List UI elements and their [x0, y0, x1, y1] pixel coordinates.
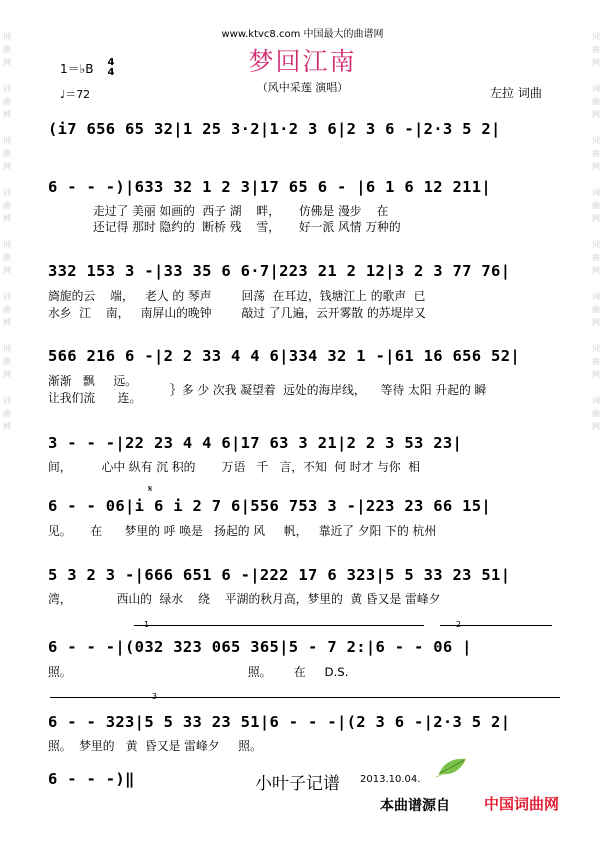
lyric-verse-1: 渐渐 飘 远。 [48, 374, 137, 388]
composer-credit: 左拉 词曲 [490, 86, 542, 100]
notation-line: (i7 656 65 32|1 25 3·2|1·2 3 6|2 3 6 -|2·3 5 2| [48, 120, 501, 138]
tempo-marking: ♩＝72 [60, 88, 91, 101]
footer-site-link[interactable]: 中国词曲网 [484, 795, 560, 813]
notation-line: 6 - - -|(032 323 065 365|5 - 7 2:|6 - - 06 | [48, 638, 472, 656]
scribe-signature: 小叶子记谱 [255, 774, 340, 794]
lyric-verse-2: 水乡 江 南， 南屏山的晚钟 敲过 了几遍，云开雾散 的苏堤岸又 [48, 306, 426, 320]
notation-line: 5 3 2 3 -|666 651 6 -|222 17 6 323|5 5 33 23 51| [48, 566, 511, 584]
time-signature-bottom: 4 [107, 67, 115, 78]
notation-line: 6 - - 06|i 6 i 2 7 6|556 753 3 -|223 23 66 15| [48, 497, 492, 515]
volta-number-2: 2 [456, 620, 462, 629]
notation-line: 566 216 6 -|2 2 33 4 4 6|334 32 1 -|61 16 656 52| [48, 347, 520, 365]
source-header [0, 25, 605, 40]
lyric-verse-1: 走过了 美丽 如画的 西子 湖 畔， 仿佛是 漫步 在 [48, 204, 389, 218]
side-watermark-right: 词 曲 网 词 曲 网 词 曲 网 词 曲 网 词 曲 网 词 曲 网 词 曲 网 词 曲 网 [592, 32, 600, 431]
volta-bracket-3 [50, 697, 560, 698]
time-signature-top: 4 [107, 57, 115, 68]
score-row-5 [48, 434, 560, 474]
key-signature: 1＝♭B [60, 62, 94, 76]
footer-source-label: 本曲谱源自 [380, 798, 450, 814]
notation-line: 6 - - -)|633 32 1 2 3|17 65 6 - |6 1 6 12 211| [48, 178, 492, 196]
volta-number-1: 1 [144, 620, 150, 629]
score-row-2 [48, 178, 560, 234]
site-url[interactable]: www.ktvc8.com [221, 29, 301, 40]
lyric-verse-1: 照。 梦里的 黄 昏又是 雷峰夕 照。 [48, 739, 262, 753]
score-row-8 [48, 638, 560, 679]
leaf-icon [436, 756, 468, 778]
score-row-4 [48, 347, 560, 405]
side-watermark-left: 词 曲 网 词 曲 网 词 曲 网 词 曲 网 词 曲 网 词 曲 网 词 曲 网 词 曲 网 [3, 32, 11, 431]
song-title: 梦回江南 [248, 47, 357, 76]
singer-credit: （风中采莲 演唱） [256, 81, 349, 94]
score-row-6 [48, 497, 560, 538]
score-row-3 [48, 262, 560, 320]
lyric-chorus: ｝多 少 次我 凝望着 远处的海岸线， 等待 太阳 升起的 瞬 [170, 383, 487, 397]
lyric-verse-2: 让我们流 连。 [48, 391, 142, 405]
lyric-verse-1: 照。 照。 在 D.S. [48, 665, 349, 679]
lyric-verse-2: 还记得 那时 隐约的 断桥 残 雪， 好一派 风情 万种的 [48, 220, 401, 234]
notation-line: 332 153 3 -|33 35 6 6·7|223 21 2 12|3 2 3 77 76| [48, 262, 511, 280]
lyric-verse-1: 旖旎的云 端， 老人 的 琴声 回荡 在耳边，钱塘江上 的歌声 已 [48, 289, 426, 303]
notation-line: 6 - - 323|5 5 33 23 51|6 - - -|(2 3 6 -|2·3 5 2| [48, 713, 511, 731]
segno-mark: 𝄋 [148, 484, 153, 495]
site-tagline: 中国最大的曲谱网 [303, 29, 384, 40]
lyric-verse-1: 湾， 西山的 绿水 绕 平湖的秋月高，梦里的 黄 昏又是 雷峰夕 [48, 592, 441, 606]
time-signature [104, 58, 118, 78]
score-row-1 [48, 120, 560, 138]
notation-line: 3 - - -|22 23 4 4 6|17 63 3 21|2 2 3 53 23| [48, 434, 463, 452]
score-row-7 [48, 566, 560, 606]
score-row-9 [48, 713, 560, 753]
lyric-verse-1: 间， 心中 纵有 沉 积的 万语 千 言，不知 何 时才 与你 相 [48, 460, 421, 474]
lyric-verse-1: 见。 在 梦里的 呼 唤是 扬起的 风 帆， 靠近了 夕阳 下的 杭州 [48, 524, 437, 538]
volta-bracket-1 [134, 625, 424, 626]
volta-number-3: 3 [152, 692, 158, 701]
notation-line: 6 - - -)‖ [48, 770, 135, 788]
scribe-date: 2013.10.04. [360, 774, 421, 785]
